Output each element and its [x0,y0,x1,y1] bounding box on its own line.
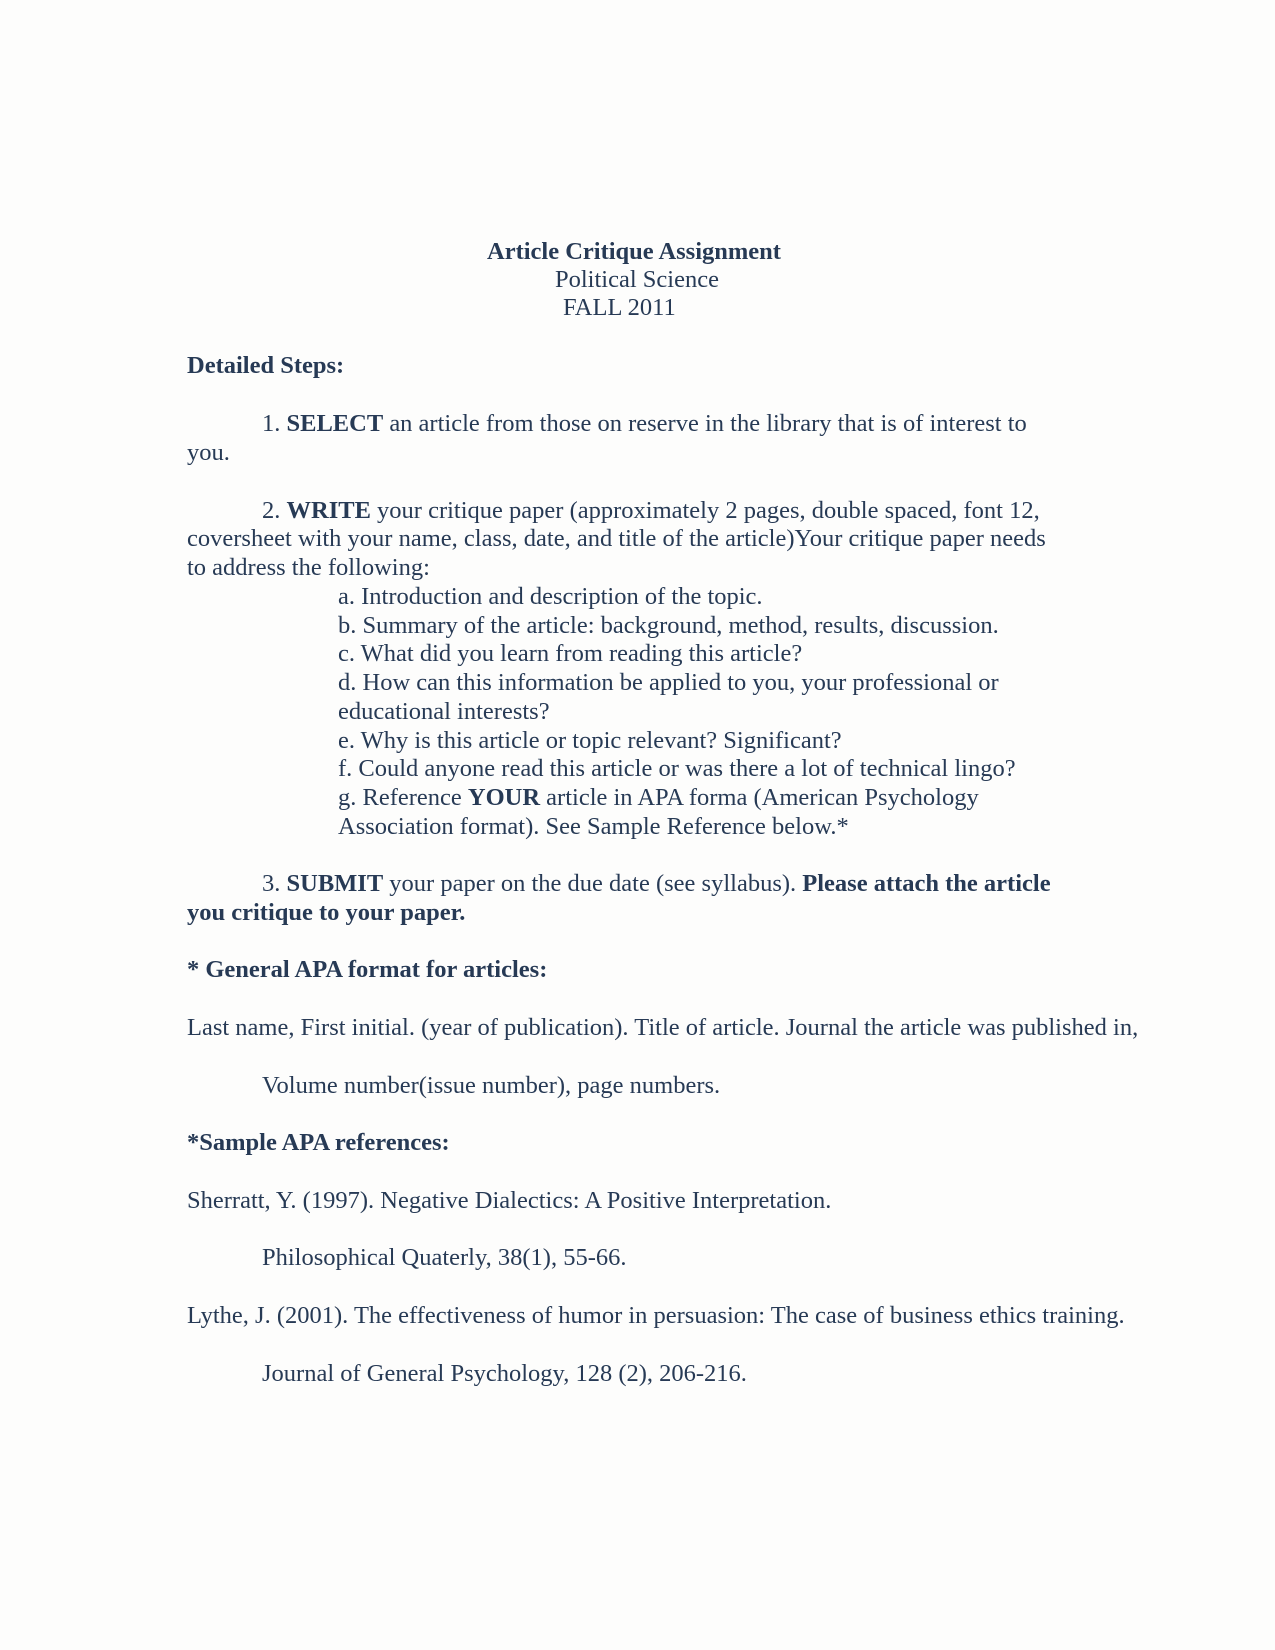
detailed-steps-heading: Detailed Steps: [187,352,345,379]
step-3-bold-line-2: you critique to your paper. [187,899,466,926]
apa-format-heading: * General APA format for articles: [187,956,548,983]
document-title: Article Critique Assignment [487,238,781,265]
step-2-item-g-line-2: Association format). See Sample Reference below.* [338,813,849,840]
reference-1-line-2: Philosophical Quaterly, 38(1), 55-66. [262,1244,627,1271]
step-1-line-1 [262,412,1027,437]
step-2-item-g-bold: YOUR [467,784,541,811]
step-2-text: your critique paper (approximately 2 pages, double spaced, font 12, [370,497,1040,524]
course-term: FALL 2011 [563,294,676,321]
step-2-item-g-post: article in APA forma (American Psychology [540,784,979,811]
sample-references-heading: *Sample APA references: [187,1129,450,1156]
apa-format-line-2: Volume number(issue number), page numbers. [262,1072,721,1099]
step-2-item-g-pre: g. Reference [338,784,468,811]
apa-format-line-1: Last name, First initial. (year of publication). Title of article. Journal the article was published in, [187,1014,1139,1041]
step-2-item-e: e. Why is this article or topic relevant? Significant? [338,727,842,754]
step-2-item-g-line-1 [338,786,979,811]
step-2-line-3: to address the following: [187,554,430,581]
step-1-number: 1. [262,410,281,437]
course-subject: Political Science [555,266,719,293]
reference-1-line-1: Sherratt, Y. (1997). Negative Dialectics: A Positive Interpretation. [187,1187,832,1214]
step-3-text: your paper on the due date (see syllabus). [383,870,803,897]
step-2-item-a: a. Introduction and description of the topic. [338,583,763,610]
reference-2-line-1: Lythe, J. (2001). The effectiveness of humor in persuasion: The case of business ethics training. [187,1302,1125,1329]
step-1-line-2: you. [187,439,230,466]
step-3-number: 3. [262,870,281,897]
step-2-item-f: f. Could anyone read this article or was there a lot of technical lingo? [338,755,1016,782]
step-1-keyword: SELECT [286,410,384,437]
step-2-keyword: WRITE [286,497,371,524]
step-2-number: 2. [262,497,281,524]
step-2-item-d-line-2: educational interests? [338,698,550,725]
step-3-bold-line-1: Please attach the article [802,870,1051,897]
step-1-text: an article from those on reserve in the library that is of interest to [383,410,1027,437]
step-2-item-b: b. Summary of the article: background, method, results, discussion. [338,612,999,639]
step-3-line-1 [262,872,1051,897]
step-2-line-1 [262,499,1040,524]
step-2-item-d-line-1: d. How can this information be applied to you, your professional or [338,669,999,696]
step-3-keyword: SUBMIT [286,870,384,897]
step-2-line-2: coversheet with your name, class, date, and title of the article)Your critique paper needs [187,525,1046,552]
reference-2-line-2: Journal of General Psychology, 128 (2), 206-216. [262,1360,747,1387]
step-2-item-c: c. What did you learn from reading this article? [338,640,803,667]
